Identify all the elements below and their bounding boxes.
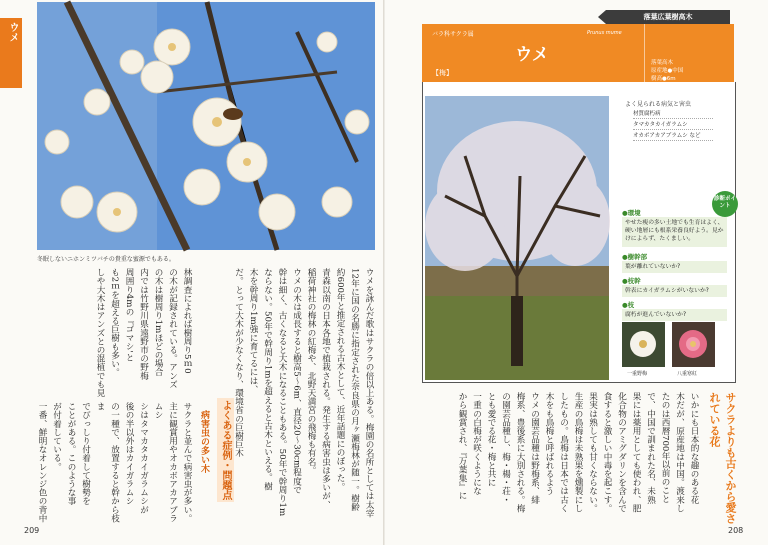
species-attributes: 落葉高木 原産地●中国 樹高●6m (651, 60, 684, 82)
diag-text-branch-trunk: 幹表にカイガラムシがいないか? (622, 285, 727, 297)
species-title: ウメ (515, 45, 549, 65)
section-heading: よくある症例・問題点 (217, 398, 234, 502)
plum-tree-photo (425, 96, 609, 380)
latin-name: Prunus mume (587, 30, 622, 36)
thumb-red-plum (672, 322, 715, 367)
diag-label-environment: ●環境 (622, 209, 641, 217)
body-text-lower: サクラと並んで病害虫が多い。 主に観賞用やオカボアカアブラムシ シはタマカタカイガラムシが 後の半以外はカイガラムシ の一種で、放置すると幹から枝ま でびっしり付着して樹勢を ことがある。このような事 が付着している。 一番、鮮明なオレンジ色の背中 (37, 402, 192, 523)
photo-caption: 冬眠しないニホンミツバチの貴重な蜜源でもある。 (37, 256, 175, 263)
pest-item: タマカタカイガラムシ (633, 120, 713, 130)
page-number-right: 208 (728, 526, 744, 535)
body-text-upper-2: 林調査によれば樹周り5ｍ0 の木が記録されている。アンズ の木は樹周り1mほどの場合 内では竹野川県遠野市の野梅 周囲り4mの『ゴマシ'と も2ｍを超える巨樹も多い。 しや大木はアンズとの混植でも見 (95, 268, 192, 397)
diag-text-environment: やせた瘦の多い土地でも生育はよく、硬い地層にも根系栄養良好よう。見かけによらず、たくましい。 (622, 217, 727, 247)
header-divider (644, 24, 645, 82)
section-tab-label: ウメ (7, 22, 18, 42)
thumb-white-plum (622, 322, 665, 367)
kanji-name: 【梅】 (432, 69, 453, 77)
plum-blossom-photo (37, 2, 375, 250)
thumb-caption: 一重野梅 (627, 371, 648, 377)
section-subheading: 病害虫の多い木 (199, 410, 209, 473)
page-number-left: 209 (24, 526, 40, 535)
book-gutter (383, 0, 385, 545)
pest-item: オカボアカアブラムシ など (633, 131, 713, 141)
diagnosis-badge: 診断ポイント (712, 191, 738, 217)
family-label: バラ科サクラ属 (432, 31, 474, 38)
diag-label-branch: ●枝 (622, 301, 635, 309)
diag-text-trunk: 葉が離れていないか? (622, 261, 727, 273)
body-text-upper: ウメを詠んだ歌はサクラの倍以上ある。梅園の名所としては太宰 12年に国の名勝に指定された奈良県の月ヶ瀬梅林が随一。樹齢 約600年と推定される古木として、近年話題にのぼった。 青森以南の日本各地で植栽される。発生する病害虫は多いが、 稲荷神社の梅林の紅梅や、北野天満宮の飛梅も有名。 ウメの木は成長すると樹高5～6m、直径20～30cm程度で 幹は細く、古くなると大木になることもある。50年で幹周り1m ならない。50年で幹周り1mを超えると古木といえる。樹 木を幹周り1m強に育てるには、 だ。とって大木が少なくなり、環境省の巨樹巨木 (233, 268, 374, 518)
diag-label-branch-trunk: ●枝幹 (622, 277, 641, 285)
section-tab (0, 18, 22, 88)
section-subtitle: サクラよりも古くから愛されている花 (708, 392, 737, 524)
right-body-text: いかにも日本的な趣のある花 木だが、原産地は中国。渡来し たのは西暦700年以前のこと で、中国で訓まれた名、未熟 果には薬用としても使われ、肥 化合物のアミグダリンを含んで 食すると激しい中毒を起こす。 果実は熟しても甘くならない。 生産の鳥梅は未熟果を燻製にし したもの。鳥梅は日本では古く 木をも鳥梅と呼ばれるよう ウメの園芸品種は野梅系、緋 梅系、豊後系に大別される。梅 の園芸品種し、梅・楊・荘・ とも愛でる花・梅と共に 一重の白梅が咲くようにな から観賞され、『万葉集』に (457, 392, 699, 513)
pest-item: 材質腐朽病 (633, 109, 713, 119)
diag-text-branch: 腐朽が進んでいないか? (622, 309, 727, 321)
ribbon-arrow (598, 10, 606, 24)
thumb-caption: 八重寒紅 (677, 371, 698, 377)
pests-title: よく見られる病気と害虫 (625, 101, 692, 108)
diag-label-trunk: ●樹幹部 (622, 253, 648, 261)
category-ribbon: 落葉広葉樹高木 (606, 10, 730, 24)
species-header (422, 24, 734, 82)
